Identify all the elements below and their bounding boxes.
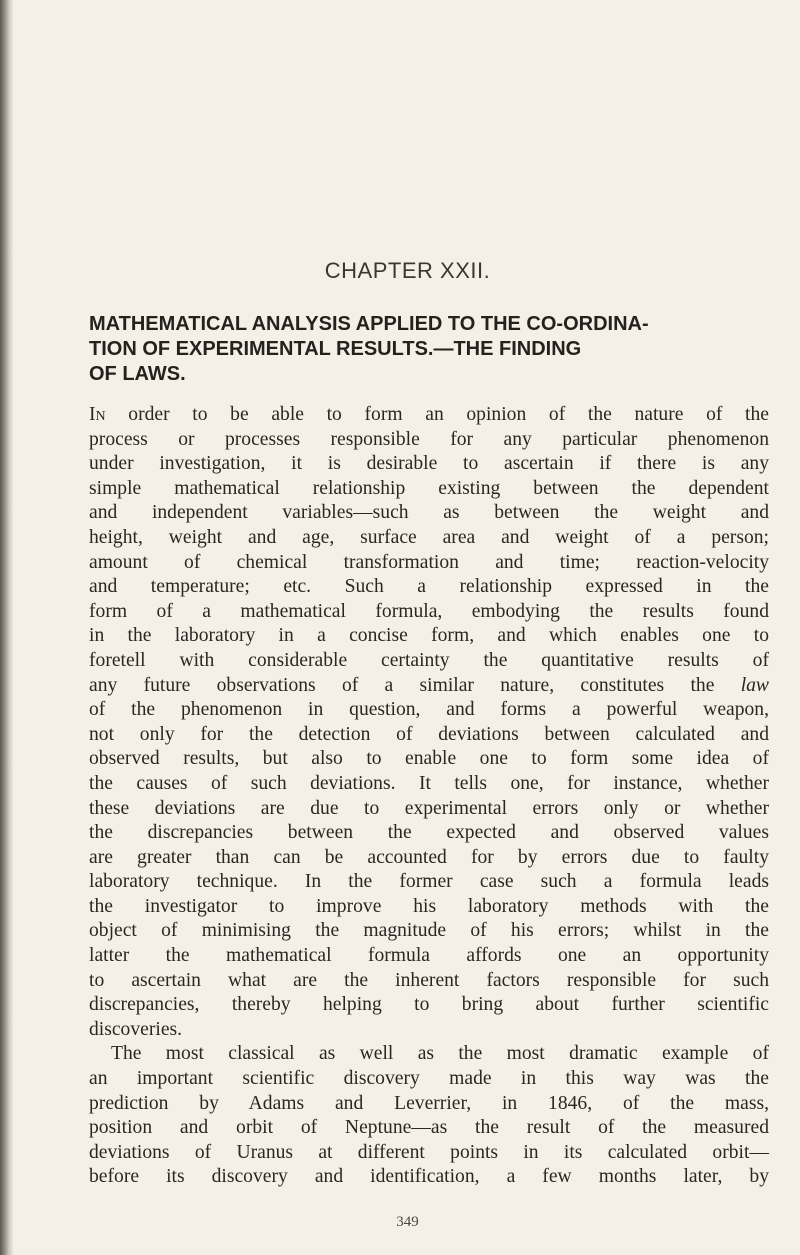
chapter-heading: CHAPTER XXII.: [324, 258, 491, 283]
paragraph-line: before its discovery and identification, a few months later, by: [89, 1166, 769, 1188]
paragraph-line: observed results, but also to enable one to form some idea of: [89, 748, 769, 770]
paragraph-line: position and orbit of Neptune—as the result of the measured: [89, 1117, 769, 1139]
page-binding-edge: [0, 0, 14, 1255]
paragraph-line: not only for the detection of deviations between calculated and: [89, 723, 769, 745]
paragraph-line: are greater than can be accounted for by errors due to faulty: [89, 846, 769, 868]
paragraph-line: an important scientific discovery made in this way was the: [89, 1068, 769, 1090]
chapter-title-line: TION OF EXPERIMENTAL RESULTS.—THE FINDING: [89, 338, 582, 360]
paragraph-line: of the phenomenon in question, and forms a powerful weapon,: [89, 699, 769, 721]
paragraph-line: laboratory technique. In the former case such a formula leads: [89, 871, 769, 893]
paragraph-line: The most classical as well as the most dramatic example of: [111, 1043, 769, 1065]
paragraph-line: and independent variables—such as between the weight and: [89, 502, 769, 524]
paragraph-line: process or processes responsible for any particular phenomenon: [89, 428, 769, 450]
paragraph-line: foretell with considerable certainty the quantitative results of: [89, 649, 769, 671]
drop-word: In: [89, 404, 106, 425]
paragraph-line: under investigation, it is desirable to ascertain if there is any: [89, 453, 769, 475]
chapter-title: [89, 312, 749, 387]
chapter-title-line: OF LAWS.: [89, 363, 186, 385]
paragraph-line: in the laboratory in a concise form, and which enables one to: [89, 625, 769, 647]
italic-term: law: [740, 674, 769, 696]
paragraph-line: In order to be able to form an opinion of the nature of the: [89, 404, 769, 425]
chapter-title-line: MATHEMATICAL ANALYSIS APPLIED TO THE CO-ORDINA-: [89, 313, 649, 335]
paragraph-line: discoveries.: [89, 1018, 183, 1040]
paragraph-line: the investigator to improve his laboratory methods with the: [89, 895, 769, 917]
paragraph-line: object of minimising the magnitude of his errors; whilst in the: [89, 920, 769, 942]
paragraph-line: and temperature; etc. Such a relationship expressed in the: [89, 576, 769, 598]
paragraph-line: height, weight and age, surface area and weight of a person;: [89, 526, 769, 548]
body-text: [89, 403, 769, 1190]
paragraph-line: any future observations of a similar nature, constitutes the law: [89, 674, 769, 696]
paragraph-line: latter the mathematical formula affords one an opportunity: [89, 945, 769, 967]
paragraph-line: deviations of Uranus at different points in its calculated orbit—: [89, 1141, 769, 1163]
paragraph-line: the causes of such deviations. It tells one, for instance, whether: [89, 772, 769, 794]
paragraph-line: simple mathematical relationship existing between the dependent: [89, 477, 769, 499]
paragraph-line: to ascertain what are the inherent factors responsible for such: [89, 969, 769, 991]
page-number: 349: [396, 1214, 419, 1230]
paragraph-line: discrepancies, thereby helping to bring about further scientific: [89, 994, 769, 1016]
paragraph-line: amount of chemical transformation and time; reaction-velocity: [89, 551, 769, 573]
paragraph-line: form of a mathematical formula, embodying the results found: [89, 600, 769, 622]
paragraph-line: the discrepancies between the expected and observed values: [89, 822, 769, 844]
paragraph-line: these deviations are due to experimental errors only or whether: [89, 797, 769, 819]
paragraph-line: prediction by Adams and Leverrier, in 1846, of the mass,: [89, 1092, 769, 1114]
